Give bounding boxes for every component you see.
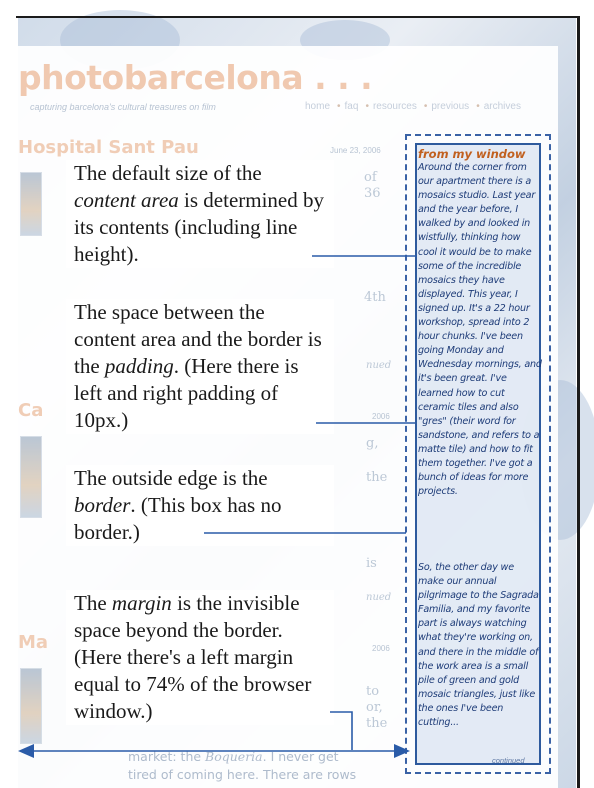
callout-text: . (Here there is left and right padding of 10px.) [74,354,299,432]
site-title: photobarcelona . . . [18,58,373,97]
callout-term: margin [111,591,172,615]
arrowhead-right [394,744,410,758]
text-fragment: nued [366,360,392,371]
text-fragment: nued [366,592,392,603]
sidebar-paragraph-1: Around the corner from our apartment there is a mosaics studio. Last year and the year before, I walked by and looked in wistfully, thinking how cool it would be to make some of the incredible mosaics they have displayed. This year, I signed up. It's a 22 hour workshop, spread into 2 hour chunks. I've been going Monday and Wednesday mornings, and it's been great. I've learned how to cut ceramic tiles and also "gres" (their word for sandstone, and refers to a matte tile) and how to fit them together. I've got a bunch of ideas for more projects. [418,162,542,498]
nav-separator: • [476,101,480,112]
nav-separator: • [423,101,428,112]
nav-archives[interactable]: archives [483,101,521,112]
callout-term: border [74,493,131,517]
post-body-text-part: . I never get [262,749,339,764]
nav-resources[interactable]: resources [372,101,417,112]
sidebar-paragraph-2: So, the other day we make our annual pilgrimage to the Sagrada Familia, and my favorite part is always watching what they're working on, and there in the middle of the work area is a small pile of green and gold mosaic triangles, just like the ones I've been cutting... [418,562,539,729]
text-fragment: g, [366,436,379,451]
text-fragment: the [366,470,388,485]
callout-term: content area [74,188,179,212]
post-date-2: 2006 [372,412,390,421]
text-fragment: the [366,716,388,731]
post-body-text-part: tired of coming here. There are rows [128,767,357,782]
callout-text: The space between the content area and the border is the [74,300,322,378]
post-title-1: Hospital Sant Pau [18,137,199,158]
nav-separator: • [365,101,369,112]
post-body-text-part: market: the [128,749,206,764]
post-body-emphasis: Boqueria [205,749,263,764]
post-date-1: June 23, 2006 [330,146,381,155]
callout-text: The outside edge is the [74,466,268,490]
callout-text: is the invisible space beyond the border. (Here there's a left margin equal to 74% of the browser window.) [74,591,312,723]
text-fragment: is [366,556,377,571]
text-fragment: to [366,684,380,699]
leader-line-margin [330,712,352,750]
sidebar-continued-link[interactable]: continued [492,756,525,765]
arrowhead-left [18,744,34,758]
post-title-2: Ca [18,400,44,421]
callout-text: The [74,591,112,615]
text-fragment: 36 [364,186,381,201]
sidebar-heading: from my window [418,147,526,161]
post-title-3: Ma [18,632,49,653]
nav-previous[interactable]: previous [431,101,470,112]
callout-term: padding [104,354,174,378]
text-fragment: of [364,170,377,185]
post-date-3: 2006 [372,644,390,653]
site-tagline: capturing barcelona's cultural treasures on film [30,102,216,112]
callout-text: is determined by its contents (including line height). [74,188,324,266]
nav-faq[interactable]: faq [344,101,359,112]
callout-text: The default size of the [74,161,262,185]
nav-separator: • [337,101,341,112]
callout-text: . (This box has no border.) [74,493,282,544]
text-fragment: 4th [364,290,386,305]
text-fragment: or, [366,700,383,715]
nav-home[interactable]: home [305,101,331,112]
